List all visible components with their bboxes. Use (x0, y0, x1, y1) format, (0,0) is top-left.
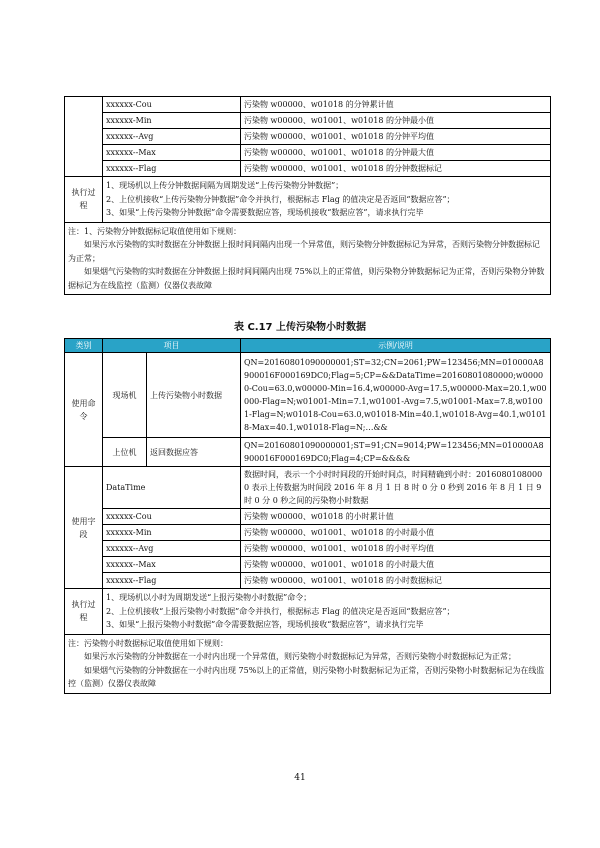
field-name: xxxxxx--Avg (103, 129, 241, 145)
table-row (65, 525, 551, 541)
exec-row (65, 589, 551, 635)
exec-label: 执行过程 (65, 589, 103, 635)
exec-step: 1、现场机以上传分钟数据间隔为周期发送“上传污染物分钟数据”； (106, 181, 344, 190)
exec-label: 执行过程 (65, 177, 103, 223)
note (65, 222, 551, 295)
field-name: xxxxxx--Max (103, 145, 241, 161)
field-name: xxxxxx--Flag (103, 573, 241, 589)
field-name: xxxxxx-Cou (103, 509, 241, 525)
field-desc: 污染物 w00000、w01001、w01018 的分钟最小值 (241, 113, 551, 129)
exec-step: 2、上位机接收“上报污染物小时数据”命令并执行，根据标志 Flag 的值决定是否返回“数据应答”； (106, 606, 455, 616)
table-row (65, 557, 551, 573)
minute-data-table (64, 96, 551, 295)
table-header (65, 339, 551, 353)
table-row (65, 573, 551, 589)
exec-step: 2、上位机接收“上传污染物分钟数据”命令并执行，根据标志 Flag 的值决定是否返回“数据应答”； (106, 194, 455, 204)
field-desc: 污染物 w00000、w01001、w01018 的小时数据标记 (241, 573, 551, 589)
exec-steps (103, 589, 551, 635)
field-desc: 污染物 w00000、w01001、w01018 的小时平均值 (241, 541, 551, 557)
table-row (65, 161, 551, 177)
table-row (65, 353, 551, 438)
header-example: 示例/说明 (241, 339, 551, 353)
exec-step: 3、如果“上传污染物分钟数据”命令需要数据应答，现场机接收“数据应答”，请求执行完毕 (106, 208, 424, 217)
field-name: xxxxxx-Min (103, 113, 241, 129)
field-desc: 数据时间，表示一个小时时间段的开始时间点，时间精确到小时：20160801080000 表示上传数据为时间段 2016 年 8 月 1 日 8 时 0 分 0 秒到 2016 年 8 月 1 日 9 时 0 分 0 秒之间的污染物小时数据 (241, 467, 551, 509)
field-name: xxxxxx--Avg (103, 541, 241, 557)
site-label: 现场机 (103, 353, 147, 438)
table-row (65, 509, 551, 525)
exec-step: 1、现场机以小时为周期发送“上报污染物小时数据”命令； (106, 593, 312, 602)
table-caption: 表 C.17 上传污染物小时数据 (233, 322, 367, 333)
exec-steps (103, 177, 551, 223)
field-desc: 污染物 w00000、w01001、w01018 的小时最大值 (241, 557, 551, 573)
field-desc: 污染物 w00000、w01001、w01018 的分钟数据标记 (241, 161, 551, 177)
note-paragraph: 如果烟气污染物的分钟数据在一小时内出现 75%以上的正常值，则污染物小时数据标记为正常，否则污染物小时数据标记为在线监控（监测）仪器仪表故障 (68, 665, 545, 688)
field-name: xxxxxx--Max (103, 557, 241, 573)
table-row (65, 438, 551, 467)
note-row (65, 222, 551, 295)
exec-row (65, 177, 551, 223)
field-name: xxxxxx-Cou (103, 97, 241, 113)
site-item: 上传污染物小时数据 (147, 353, 241, 438)
note-title: 注：1、污染物分钟数据标记取值使用如下规则： (68, 226, 242, 236)
table-row (65, 97, 551, 113)
header-item: 项目 (103, 339, 241, 353)
site-example: QN=20160801090000001;ST=32;CN=2061;PW=123456;MN=010000A8900016F000169DC0;Flag=5;CP=&&DataTime=20160801080000;w00000-Cou=63.0,w00000-Min=16.4,w00000-Avg=17.5,w00000-Max=20.1,w00000-Flag=N;w01001-Min=7.1,w01001-Avg=7.5,w01001-Max=7.8,w01001-Flag=N;w01018-Cou=63.0,w01018-Min=40.1,w01018-Avg=40.1,w01018-Max=40.1,w01018-Flag=N;…&& (241, 353, 551, 438)
page-number: 41 (294, 773, 306, 783)
table-row (65, 145, 551, 161)
table-row (65, 467, 551, 509)
note-paragraph: 如果污水污染物的实时数据在分钟数据上报时间间隔内出现一个异常值，则污染物分钟数据标记为异常，否则污染物分钟数据标记为正常； (68, 240, 540, 263)
table-row (65, 541, 551, 557)
field-name: xxxxxx--Flag (103, 161, 241, 177)
field-desc: 污染物 w00000、w01001、w01018 的小时最小值 (241, 525, 551, 541)
note-row (65, 634, 551, 693)
field-desc: 污染物 w00000、w01001、w01018 的分钟最大值 (241, 145, 551, 161)
use-command-label: 使用命令 (65, 353, 103, 467)
host-label: 上位机 (103, 438, 147, 467)
field-name: xxxxxx-Min (103, 525, 241, 541)
hour-data-table (64, 338, 551, 694)
use-field-label: 使用字段 (65, 467, 103, 589)
host-item: 返回数据应答 (147, 438, 241, 467)
exec-step: 3、如果“上报污染物小时数据”命令需要数据应答，现场机接收“数据应答”，请求执行完毕 (106, 620, 424, 629)
field-name: DataTime (103, 467, 241, 509)
table-row (65, 113, 551, 129)
field-desc: 污染物 w00000、w01018 的小时累计值 (241, 509, 551, 525)
note-paragraph: 如果污水污染物的分钟数据在一小时内出现一个异常值，则污染物小时数据标记为异常，否则污染物小时数据标记为正常； (84, 652, 516, 661)
host-example: QN=20160801090000001;ST=91;CN=9014;PW=123456;MN=010000A8900016F000169DC0;Flag=4;CP=&&&& (241, 438, 551, 467)
note-paragraph: 如果烟气污染物的实时数据在分钟数据上报时间间隔内出现 75%以上的正常值，则污染物分钟数据标记为正常，否则污染物分钟数据标记为在线监控（监测）仪器仪表故障 (68, 267, 545, 290)
note (65, 634, 551, 693)
table-row (65, 129, 551, 145)
field-desc: 污染物 w00000、w01001、w01018 的分钟平均值 (241, 129, 551, 145)
note-title: 注：污染物小时数据标记取值使用如下规则： (68, 638, 228, 648)
field-desc: 污染物 w00000、w01018 的分钟累计值 (241, 97, 551, 113)
header-category: 类别 (65, 339, 103, 353)
